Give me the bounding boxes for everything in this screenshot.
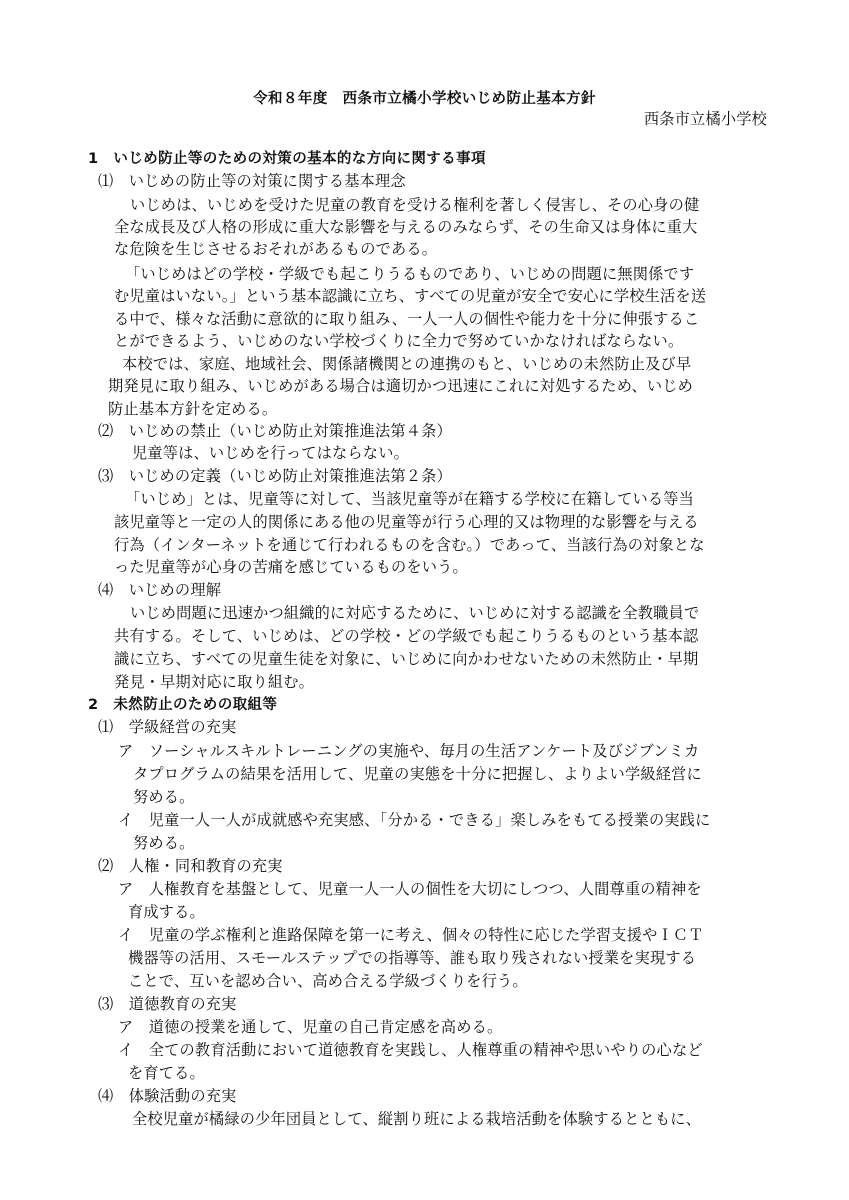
text-line: 防止基本方針を定める。 (108, 400, 278, 418)
text-line: 該児童等と一定の人的関係にある他の児童等が行う心理的又は物理的な影響を与える (114, 513, 699, 531)
text-line: ことで、互いを認め合い、高め合える学級づくりを行う。 (128, 972, 528, 990)
text-line: ア 人権教育を基盤として、児童一人一人の個性を大切にしつつ、人間尊重の精神を (118, 880, 702, 898)
text-line: 「いじめはどの学校・学級でも起こりうるものであり、いじめの問題に無関係です (125, 265, 695, 283)
section-heading: 1 いじめ防止等のための対策の基本的な方向に関する事項 (88, 151, 486, 167)
text-line: ⑴ いじめの防止等の対策に関する基本理念 (98, 172, 406, 190)
text-line: 識に立ち、すべての児童生徒を対象に、いじめに向かわせないための未然防止・早期 (114, 650, 699, 668)
text-line: ⑶ いじめの定義（いじめ防止対策推進法第２条） (98, 467, 452, 485)
text-line: ア 道徳の授業を通して、児童の自己肯定感を高める。 (118, 1018, 503, 1036)
text-line: 機器等の活用、スモールステップでの指導等、誰も取り残されない授業を実現する (128, 949, 697, 967)
text-line: いじめ問題に迅速かつ組織的に対応するために、いじめに対する認識を全教職員で (130, 604, 700, 622)
text-line: ⑵ 人権・同和教育の充実 (98, 857, 283, 875)
text-line: ⑴ 学級経営の充実 (98, 718, 237, 736)
text-line: とができるよう、いじめのない学校づくりに全力で努めていかなければならない。 (114, 332, 684, 350)
document-title: 令和８年度 西条市立橘小学校いじめ防止基本方針 (253, 91, 596, 107)
text-line: 努める。 (133, 788, 195, 806)
text-line: む児童はいない。」という基本認識に立ち、すべての児童が安全で安心に学校生活を送 (114, 287, 707, 305)
text-line: 共有する。そして、いじめは、どの学校・どの学級でも起こりうるものという基本認 (114, 627, 699, 645)
text-line: ⑷ 体験活動の充実 (98, 1087, 237, 1105)
text-line: 「いじめ」とは、児童等に対して、当該児童等が在籍する学校に在籍している等当 (125, 490, 695, 508)
text-line: を育てる。 (128, 1064, 205, 1082)
text-line: タプログラムの結果を活用して、児童の実態を十分に把握し、よりよい学級経営に (133, 765, 702, 783)
text-line: った児童等が心身の苦痛を感じているものをいう。 (114, 558, 468, 576)
text-line: ⑷ いじめの理解 (98, 581, 222, 599)
text-line: 全校児童が橘緑の少年団員として、縦割り班による栽培活動を体験するとともに、 (132, 1110, 702, 1128)
text-line: ⑶ 道徳教育の充実 (98, 995, 237, 1013)
text-line: いじめは、いじめを受けた児童の教育を受ける権利を著しく侵害し、その心身の健 (130, 196, 700, 214)
school-name: 西条市立橘小学校 (643, 110, 767, 128)
text-line: 本校では、家庭、地域社会、関係諸機関との連携のもと、いじめの未然防止及び早 (122, 355, 692, 373)
text-line: 期発見に取り組み、いじめがある場合は適切かつ迅速にこれに対処するため、いじめ (108, 377, 694, 395)
text-line: イ 児童一人一人が成就感や充実感、「分かる・できる」楽しみをもてる授業の実践に (118, 811, 711, 829)
text-line: ⑵ いじめの禁止（いじめ防止対策推進法第４条） (98, 422, 452, 440)
text-line: 育成する。 (128, 903, 205, 921)
section-heading: 2 未然防止のための取組等 (88, 697, 278, 713)
text-line: な危険を生じさせるおそれがあるものである。 (114, 240, 438, 258)
text-line: 行為（インターネットを通じて行われるものを含む。）であって、当該行為の対象とな (114, 536, 705, 554)
text-line: 発見・早期対応に取り組む。 (114, 673, 315, 691)
text-line: 努める。 (133, 834, 195, 852)
text-line: イ 児童の学ぶ権利と進路保障を第一に考え、個々の特性に応じた学習支援やＩＣＴ (118, 926, 704, 944)
text-line: る中で、様々な活動に意欲的に取り組み、一人一人の個性や能力を十分に伸張するこ (114, 310, 700, 328)
text-line: イ 全ての教育活動において道徳教育を実践し、人権尊重の精神や思いやりの心など (118, 1041, 703, 1059)
text-line: 児童等は、いじめを行ってはならない。 (132, 444, 409, 462)
text-line: 全な成長及び人格の形成に重大な影響を与えるのみならず、その生命又は身体に重大 (114, 218, 698, 236)
text-line: ア ソーシャルスキルトレーニングの実施や、毎月の生活アンケート及びジブンミカ (118, 742, 700, 760)
